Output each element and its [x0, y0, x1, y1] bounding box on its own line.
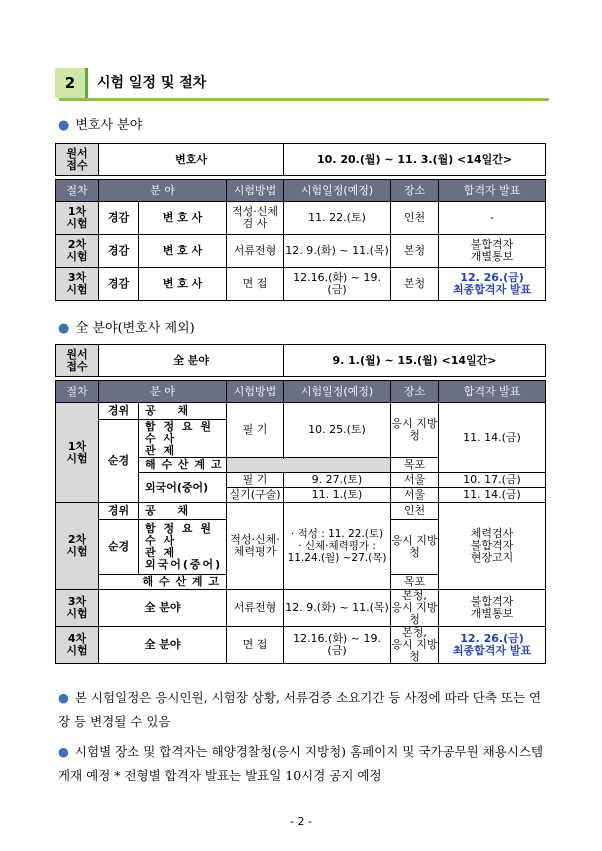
rank-cell: 경감: [99, 235, 139, 268]
method-cell: 서류전형: [227, 590, 284, 627]
result-cell: 11. 14.(금): [439, 403, 546, 473]
header-stage: 절차: [56, 381, 99, 403]
note-text: 시험별 장소 및 합격자는 해양경찰청(응시 지방청) 홈페이지 및 국가공무원 채용시스템 게재 예정 * 전형별 합격자 발표는 발표일 10시경 공지 예정: [58, 744, 544, 783]
subheading-text: 全 분야(변호사 제외): [75, 321, 195, 336]
section-number: 2: [55, 68, 85, 98]
final-result-date: 12. 26.(금): [460, 632, 524, 645]
bullet-icon: ●: [58, 118, 70, 133]
section-header: [55, 68, 545, 98]
date-cell: 11. 1.(토): [284, 488, 391, 503]
field-cell: 함 정 요 원 수 사 관 제 외국어(중어): [139, 520, 227, 575]
place-cell: 서울: [391, 488, 439, 503]
header-date: 시험일정(예정): [284, 381, 391, 403]
header-field: 분 야: [99, 180, 227, 202]
place-cell: 인천: [391, 202, 439, 235]
field-cell: 공 채: [139, 403, 227, 420]
lawyer-schedule-table: [55, 143, 546, 301]
section-underline: [59, 98, 549, 101]
table-row: [56, 627, 546, 664]
result-cell: 10. 17.(금): [439, 473, 546, 488]
all-fields-schedule-table: [55, 344, 546, 664]
result-cell: 체력검사 불합격자 현장고지: [439, 503, 546, 590]
method-cell: 필 기: [227, 473, 284, 488]
apply-field: 변호사: [99, 144, 284, 176]
apply-date: 10. 20.(월) ~ 11. 3.(월) <14일간>: [284, 144, 546, 176]
result-cell: -: [439, 202, 546, 235]
final-result-label: 최종합격자 발표: [452, 283, 532, 296]
header-method: 시험방법: [227, 180, 284, 202]
place-cell: 본청: [391, 268, 439, 301]
date-cell: 9. 27.(토): [284, 473, 391, 488]
stage-cell: 3차 시험: [56, 268, 99, 301]
rank-cell: 경감: [99, 202, 139, 235]
rank-cell: 경위: [99, 503, 139, 520]
final-result-date: 12. 26.(금): [460, 271, 524, 284]
table-row: [56, 590, 546, 627]
field-cell: 해 수 산 계 고: [139, 458, 227, 473]
final-result-label: 최종합격자 발표: [452, 644, 532, 657]
apply-label: 원서 접수: [56, 345, 99, 377]
stage-cell: 2차 시험: [56, 503, 99, 590]
rank-cell: 경감: [99, 268, 139, 301]
table-row: [56, 235, 546, 268]
apply-label: 원서 접수: [56, 144, 99, 176]
stage-cell: 3차 시험: [56, 590, 99, 627]
header-field: 분 야: [99, 381, 227, 403]
field-cell: 全 분야: [99, 627, 227, 664]
method-cell: 면 접: [227, 268, 284, 301]
header-date: 시험일정(예정): [284, 180, 391, 202]
note-text: 본 시험일정은 응시인원, 시험장 상황, 서류검증 소요기간 등 사정에 따라 단축 또는 연장 등 변경될 수 있음: [58, 690, 542, 729]
result-cell: 불합격자 개별통보: [439, 590, 546, 627]
header-method: 시험방법: [227, 381, 284, 403]
result-cell: 불합격자 개별통보: [439, 235, 546, 268]
header-result: 합격자 발표: [439, 180, 546, 202]
header-place: 장소: [391, 381, 439, 403]
date-cell: · 적성 : 11. 22.(토) · 신체·체력평가 : 11.24.(월) ~27.(목): [284, 503, 391, 590]
place-cell: 본청, 응시 지방청: [391, 589, 438, 626]
place-cell: 응시 지방청: [391, 520, 439, 575]
field-cell: 해 수 산 계 고: [99, 575, 227, 590]
date-cell: 12.16.(화) ~ 19.(금): [284, 627, 391, 664]
table-row: [56, 202, 546, 235]
field-cell: 변 호 사: [139, 268, 227, 301]
rank-cell: 경위: [99, 403, 139, 420]
note-1: [58, 686, 548, 734]
result-cell: [439, 627, 546, 664]
place-cell: 목포: [391, 458, 439, 473]
method-cell: 적성·신체 검 사: [227, 202, 284, 235]
field-cell: 외국어(중어): [139, 473, 227, 503]
result-cell: 11. 14.(금): [439, 488, 546, 503]
place-cell: 인천: [391, 503, 439, 520]
subheading-all: [58, 317, 195, 336]
header-place: 장소: [391, 180, 439, 202]
stage-cell: 2차 시험: [56, 235, 99, 268]
method-cell: 필 기: [227, 403, 284, 458]
rank-cell: 순경: [99, 420, 139, 503]
field-cell: 全 분야: [99, 590, 227, 627]
bullet-icon: ●: [58, 744, 69, 759]
date-cell: 10. 25.(토): [284, 403, 391, 458]
stage-cell: 1차 시험: [56, 403, 99, 503]
header-stage: 절차: [56, 180, 99, 202]
field-cell: 공 채: [139, 503, 227, 520]
rank-cell: 순경: [99, 520, 139, 575]
result-cell: [439, 268, 546, 301]
place-cell: 본청: [391, 235, 439, 268]
note-2: [58, 740, 548, 788]
table-row: [56, 268, 546, 301]
apply-date: 9. 1.(월) ~ 15.(월) <14일간>: [284, 345, 546, 377]
subheading-text: 변호사 분야: [75, 118, 143, 133]
header-result: 합격자 발표: [439, 381, 546, 403]
method-cell: 면 접: [227, 627, 284, 664]
date-cell: 11. 22.(토): [284, 202, 391, 235]
bullet-icon: ●: [58, 690, 69, 705]
subheading-lawyer: [58, 114, 142, 133]
place-cell: 서울: [391, 473, 439, 488]
place-cell: 응시 지방청: [391, 403, 439, 458]
date-cell: 12.16.(화) ~ 19.(금): [284, 268, 391, 301]
place-cell: 본청, 응시 지방청: [391, 626, 438, 663]
method-cell: 서류전형: [227, 235, 284, 268]
stage-cell: 1차 시험: [56, 202, 99, 235]
date-cell: 12. 9.(화) ~ 11.(목): [284, 590, 391, 627]
field-cell: 변 호 사: [139, 202, 227, 235]
date-cell: 12. 9.(화) ~ 11.(목): [284, 235, 391, 268]
method-cell: 적성·신체· 체력평가: [227, 503, 284, 590]
stage-cell: 4차 시험: [56, 627, 99, 664]
section-title: 시험 일정 및 절차: [97, 75, 207, 91]
field-cell: 변 호 사: [139, 235, 227, 268]
page-number: - 2 -: [290, 815, 312, 828]
apply-field: 全 분야: [99, 345, 284, 377]
place-cell: 목포: [391, 575, 439, 590]
bullet-icon: ●: [58, 321, 70, 336]
method-cell: 실기(구술): [227, 488, 284, 503]
field-cell: 함 정 요 원 수 사 관 제: [139, 420, 227, 458]
